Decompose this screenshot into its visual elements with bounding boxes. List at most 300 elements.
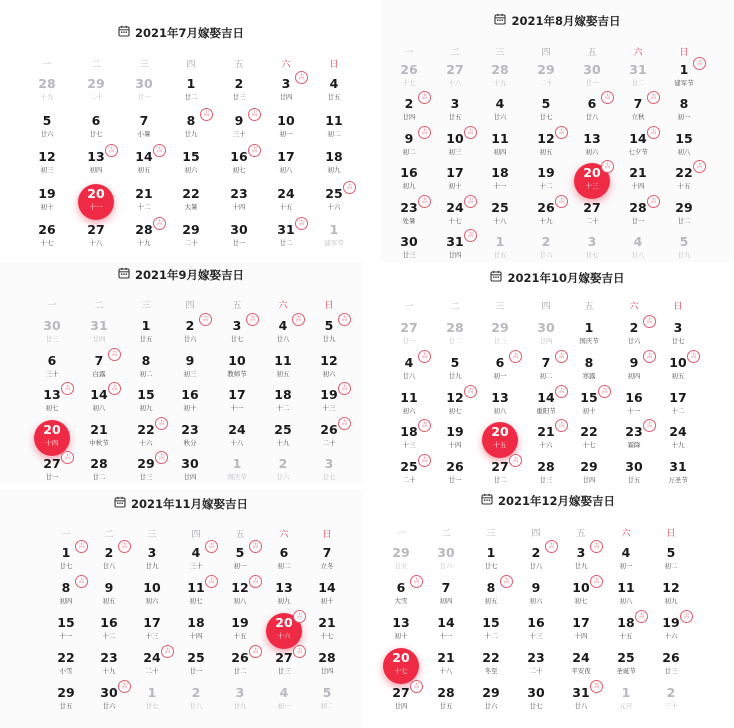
day-number: 27 [275,650,293,665]
lunar-date: 廿二 [448,337,462,345]
day-cell[interactable] [423,543,469,579]
lunar-date: 廿二 [631,79,645,87]
weekday-header: 三 [495,302,505,312]
day-cell[interactable] [523,198,569,234]
auspicious-badge: 吉 [635,610,648,623]
day-cell[interactable] [655,388,701,424]
day-number: 8 [186,112,196,128]
auspicious-badge: 吉 [500,575,513,588]
day-cell[interactable] [173,648,219,684]
day-cell[interactable] [121,74,167,110]
day-cell[interactable] [76,420,122,456]
day-cell[interactable] [214,316,260,352]
day-cell[interactable] [661,232,707,268]
day-cell[interactable] [76,454,122,490]
day-number: 17 [277,149,295,164]
day-cell[interactable] [558,683,604,719]
day-cell[interactable] [261,543,307,579]
auspicious-badge: 吉 [199,313,212,326]
day-cell[interactable] [432,129,478,165]
day-cell[interactable] [263,184,309,220]
day-number: 31 [277,222,295,237]
day-number: 18 [400,424,418,440]
month-calendar [362,490,734,728]
day-cell[interactable] [260,385,306,421]
day-cell[interactable] [477,353,523,389]
day-cell[interactable] [167,385,213,421]
day-cell[interactable] [569,94,615,130]
day-cell[interactable] [217,543,263,579]
day-cell[interactable] [468,683,514,719]
day-cell[interactable] [73,147,119,183]
day-cell[interactable] [73,111,119,147]
lunar-date: 十八 [439,667,453,675]
day-cell[interactable] [167,454,213,490]
day-cell[interactable] [86,578,132,614]
day-cell[interactable] [513,578,559,614]
lunar-date: 十三 [402,441,416,450]
auspicious-badge: 吉 [295,71,308,84]
day-cell[interactable] [173,543,219,579]
day-cell[interactable] [73,220,119,256]
day-cell[interactable] [43,683,89,719]
day-number: 21 [629,165,647,181]
day-cell[interactable] [378,613,424,649]
day-cell[interactable] [217,648,263,684]
day-cell[interactable] [311,147,357,183]
day-cell[interactable] [513,648,559,684]
day-cell[interactable] [304,683,350,719]
day-cell[interactable] [216,220,262,256]
day-cell[interactable] [129,613,175,649]
day-cell[interactable] [523,318,569,354]
day-cell[interactable] [24,74,70,110]
day-cell[interactable] [603,683,649,719]
lunar-date: 十五 [493,441,507,450]
day-cell[interactable] [611,457,657,493]
day-cell[interactable] [477,129,523,165]
lunar-date: 初二 [139,369,153,378]
lunar-date: 十四 [631,182,645,191]
auspicious-badge: 吉 [105,144,118,157]
weekday-header: 三 [139,60,149,70]
day-cell[interactable] [216,111,262,147]
day-cell[interactable] [661,60,707,96]
day-cell[interactable] [123,316,169,352]
day-cell[interactable] [386,94,432,130]
day-cell[interactable] [168,111,214,147]
day-cell[interactable] [306,420,352,456]
day-number: 20 [583,165,601,181]
lunar-date: 廿五 [139,335,153,343]
day-cell[interactable] [306,385,352,421]
day-cell[interactable] [523,457,569,493]
day-cell[interactable] [432,457,478,493]
lunar-date: 十三 [145,632,159,640]
day-cell[interactable] [173,613,219,649]
day-number: 12 [662,580,680,595]
day-cell[interactable] [29,454,75,490]
today-cell[interactable] [378,648,424,684]
lunar-date: 初一 [277,702,291,710]
lunar-date: 十九 [493,79,507,87]
day-cell[interactable] [304,613,350,649]
day-cell[interactable] [378,578,424,614]
day-cell[interactable] [423,683,469,719]
day-cell[interactable] [214,420,260,456]
day-number: 21 [537,424,555,440]
day-cell[interactable] [43,578,89,614]
day-cell[interactable] [168,184,214,220]
lunar-date: 廿八 [574,702,588,710]
lunar-date: 廿八 [529,562,543,570]
day-cell[interactable] [655,353,701,389]
lunar-date: 十一 [59,632,73,640]
lunar-date: 十六 [139,438,153,447]
lunar-date: 廿七 [529,702,543,710]
lunar-date: 十九 [137,239,151,247]
day-cell[interactable] [76,316,122,352]
day-cell[interactable] [214,351,260,387]
day-cell[interactable] [655,457,701,493]
day-cell[interactable] [24,111,70,147]
day-cell[interactable] [513,613,559,649]
day-cell[interactable] [311,220,357,256]
day-number: 5 [450,354,460,370]
day-cell[interactable] [615,129,661,165]
day-cell[interactable] [217,578,263,614]
day-cell[interactable] [468,648,514,684]
auspicious-badge: 吉 [418,419,431,432]
day-number: 26 [537,199,555,215]
day-cell[interactable] [214,385,260,421]
day-cell[interactable] [655,422,701,458]
day-cell[interactable] [123,351,169,387]
day-cell[interactable] [423,613,469,649]
day-cell[interactable] [121,147,167,183]
day-cell[interactable] [304,543,350,579]
day-cell[interactable] [615,94,661,130]
lunar-date: 廿六 [539,251,553,259]
day-number: 2 [666,685,676,700]
day-cell[interactable] [121,184,167,220]
day-cell[interactable] [611,388,657,424]
day-cell[interactable] [304,578,350,614]
auspicious-badge: 吉 [418,454,431,467]
day-cell[interactable] [611,318,657,354]
day-number: 8 [486,580,496,595]
day-number: 10 [228,352,246,368]
day-cell[interactable] [214,454,260,490]
lunar-date: 十一 [493,182,507,191]
day-number: 1 [232,456,242,471]
day-cell[interactable] [386,232,432,268]
day-cell[interactable] [386,318,432,354]
lunar-date: 廿四 [320,667,334,675]
day-cell[interactable] [311,111,357,147]
day-cell[interactable] [566,318,612,354]
day-cell[interactable] [611,422,657,458]
day-cell[interactable] [523,129,569,165]
day-cell[interactable] [29,316,75,352]
day-cell[interactable] [477,94,523,130]
day-cell[interactable] [523,94,569,130]
day-cell[interactable] [432,163,478,199]
day-cell[interactable] [311,184,357,220]
day-cell[interactable] [648,613,694,649]
day-cell[interactable] [523,232,569,268]
day-cell[interactable] [432,94,478,130]
day-cell[interactable] [468,613,514,649]
lunar-date: 廿一 [631,216,645,225]
day-cell[interactable] [569,198,615,234]
day-cell[interactable] [477,457,523,493]
day-cell[interactable] [648,543,694,579]
lunar-date: 廿八 [189,702,203,710]
day-cell[interactable] [217,683,263,719]
day-cell[interactable] [167,420,213,456]
day-cell[interactable] [260,316,306,352]
day-cell[interactable] [468,578,514,614]
month-calendar [0,262,362,484]
auspicious-badge: 吉 [108,382,121,395]
day-cell[interactable] [263,147,309,183]
day-cell[interactable] [216,147,262,183]
day-cell[interactable] [386,198,432,234]
day-cell[interactable] [263,220,309,256]
day-cell[interactable] [311,74,357,110]
day-cell[interactable] [558,578,604,614]
day-cell[interactable] [173,683,219,719]
day-cell[interactable] [260,420,306,456]
lunar-date: 初五 [137,166,151,174]
calendar-icon [481,492,493,510]
calendar-title-text: 2021年11月嫁娶吉日 [130,497,248,511]
day-cell[interactable] [603,543,649,579]
lunar-date: 十三 [585,182,599,191]
day-cell[interactable] [73,74,119,110]
day-cell[interactable] [260,454,306,490]
day-cell[interactable] [523,163,569,199]
day-cell[interactable] [216,184,262,220]
day-number: 10 [572,580,590,595]
day-cell[interactable] [167,351,213,387]
today-cell[interactable] [261,613,307,649]
lunar-date: 初二 [402,147,416,156]
day-cell[interactable] [477,198,523,234]
day-cell[interactable] [386,353,432,389]
day-cell[interactable] [304,648,350,684]
day-cell[interactable] [86,613,132,649]
day-cell[interactable] [167,316,213,352]
day-cell[interactable] [217,613,263,649]
day-cell[interactable] [260,351,306,387]
day-cell[interactable] [123,385,169,421]
lunar-date: 十二 [539,182,553,191]
day-number: 4 [621,545,631,560]
day-number: 7 [139,112,149,128]
day-cell[interactable] [43,648,89,684]
day-cell[interactable] [661,198,707,234]
today-cell[interactable] [73,184,119,220]
day-cell[interactable] [261,648,307,684]
lunar-date: 十七 [394,667,408,675]
day-cell[interactable] [468,543,514,579]
day-cell[interactable] [566,388,612,424]
day-cell[interactable] [513,683,559,719]
day-cell[interactable] [615,232,661,268]
day-cell[interactable] [477,163,523,199]
weekday-header: 五 [576,529,586,539]
day-number: 8 [584,354,594,370]
lunar-date: 廿四 [183,473,197,481]
day-cell[interactable] [216,74,262,110]
day-cell[interactable] [123,454,169,490]
weekday-header: 六 [279,530,289,540]
day-number: 1 [495,234,505,249]
day-number: 3 [673,320,683,335]
day-cell[interactable] [24,147,70,183]
day-cell[interactable] [558,543,604,579]
day-cell[interactable] [386,422,432,458]
day-cell[interactable] [378,543,424,579]
lunar-date: 廿五 [59,702,73,710]
day-cell[interactable] [423,578,469,614]
day-cell[interactable] [43,543,89,579]
day-cell[interactable] [655,318,701,354]
day-cell[interactable] [513,543,559,579]
day-cell[interactable] [378,683,424,719]
day-cell[interactable] [558,648,604,684]
day-cell[interactable] [477,60,523,96]
day-cell[interactable] [661,94,707,130]
day-cell[interactable] [261,578,307,614]
day-cell[interactable] [24,220,70,256]
day-cell[interactable] [611,353,657,389]
day-number: 27 [583,199,601,215]
lunar-date: 初五 [539,147,553,156]
day-cell[interactable] [86,543,132,579]
day-cell[interactable] [648,648,694,684]
day-cell[interactable] [615,163,661,199]
day-cell[interactable] [603,648,649,684]
lunar-date: 廿三 [277,667,291,675]
lunar-date: 廿一 [45,473,59,481]
auspicious-badge: 吉 [75,575,88,588]
day-number: 27 [400,320,418,335]
today-cell[interactable] [477,422,523,458]
day-cell[interactable] [569,232,615,268]
day-cell[interactable] [129,578,175,614]
day-cell[interactable] [648,578,694,614]
day-cell[interactable] [566,457,612,493]
day-cell[interactable] [306,454,352,490]
day-cell[interactable] [477,388,523,424]
day-cell[interactable] [432,422,478,458]
day-cell[interactable] [603,613,649,649]
lunar-date: 廿八 [402,371,416,380]
day-cell[interactable] [261,683,307,719]
day-cell[interactable] [86,648,132,684]
lunar-date: 初六 [145,597,159,605]
day-cell[interactable] [263,111,309,147]
auspicious-badge: 吉 [118,680,131,693]
day-cell[interactable] [129,543,175,579]
day-cell[interactable] [432,353,478,389]
day-cell[interactable] [523,388,569,424]
day-cell[interactable] [386,388,432,424]
day-cell[interactable] [523,422,569,458]
day-cell[interactable] [168,147,214,183]
day-number: 29 [580,459,598,475]
day-cell[interactable] [477,318,523,354]
calendar-title [0,266,362,284]
lunar-date: 初五 [102,597,116,605]
day-number: 29 [482,685,500,700]
day-cell[interactable] [661,163,707,199]
day-cell[interactable] [386,457,432,493]
day-cell[interactable] [423,648,469,684]
day-cell[interactable] [432,388,478,424]
day-cell[interactable] [648,683,694,719]
day-cell[interactable] [432,232,478,268]
weekday-header: 六 [621,529,631,539]
day-cell[interactable] [558,613,604,649]
day-number: 2 [104,545,114,560]
day-cell[interactable] [29,385,75,421]
day-cell[interactable] [76,385,122,421]
weekday-header: 六 [281,60,291,70]
auspicious-badge: 吉 [293,645,306,658]
day-number: 19 [537,165,555,181]
day-cell[interactable] [168,220,214,256]
day-cell[interactable] [603,578,649,614]
day-cell[interactable] [432,318,478,354]
day-cell[interactable] [86,683,132,719]
day-cell[interactable] [24,184,70,220]
day-cell[interactable] [566,422,612,458]
day-number: 16 [400,165,418,181]
lunar-date: 国庆节 [227,473,247,481]
auspicious-badge: 吉 [75,540,88,553]
lunar-date: 初十 [40,202,54,211]
day-cell[interactable] [121,111,167,147]
day-cell[interactable] [129,648,175,684]
day-cell[interactable] [168,74,214,110]
lunar-date: 中秋节 [89,438,109,447]
day-cell[interactable] [523,353,569,389]
day-cell[interactable] [566,353,612,389]
day-number: 17 [446,165,464,181]
day-cell[interactable] [306,316,352,352]
day-cell[interactable] [386,129,432,165]
today-cell[interactable] [569,163,615,199]
day-number: 2 [531,545,541,560]
day-cell[interactable] [263,74,309,110]
day-cell[interactable] [121,220,167,256]
day-cell[interactable] [386,163,432,199]
day-cell[interactable] [615,198,661,234]
lunar-date: 十七 [402,79,416,87]
day-cell[interactable] [173,578,219,614]
day-cell[interactable] [523,60,569,96]
day-cell[interactable] [43,613,89,649]
lunar-date: 廿九 [322,335,336,343]
auspicious-badge: 吉 [555,350,568,363]
day-cell[interactable] [432,60,478,96]
day-cell[interactable] [129,683,175,719]
day-cell[interactable] [477,232,523,268]
